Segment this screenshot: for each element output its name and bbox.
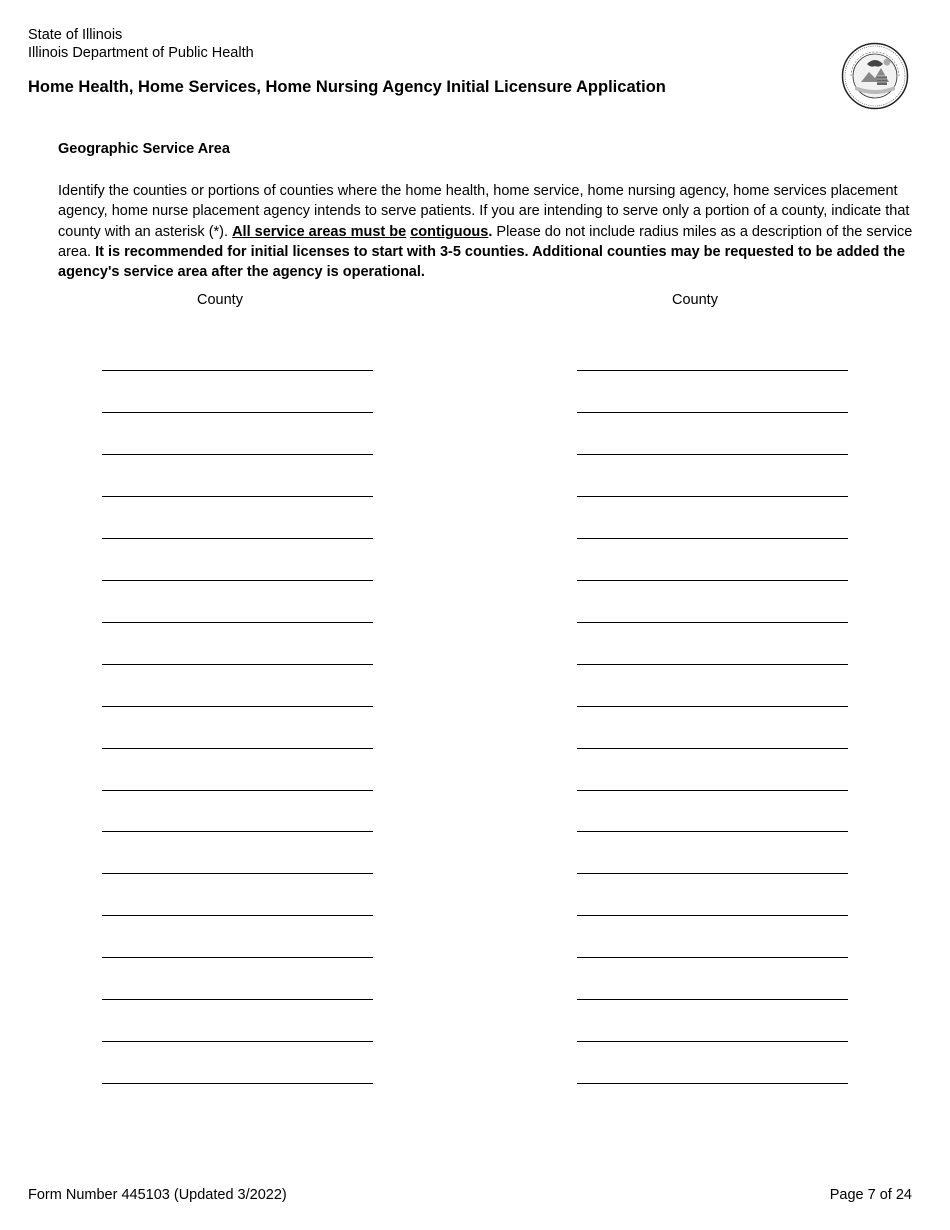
county-line-left-2[interactable]: [102, 412, 373, 413]
county-line-right-9[interactable]: [577, 706, 848, 707]
form-number: Form Number 445103 (Updated 3/2022): [28, 1187, 287, 1203]
county-line-left-10[interactable]: [102, 748, 373, 749]
county-column-header-right: County: [672, 292, 718, 308]
instructions-text-1: Identify the counties or portions of counties where the home health, home service, home nursing agency, home services placement agency, home nurse placement agency intends to serve patients. If you are intending to serve only a portion of a county, indicate that county with an asterisk (*).: [58, 183, 910, 240]
recommendation-text: It is recommended for initial licenses to start with 3-5 counties. Additional counties may be requested to be added the agency's service area after the agency is operational.: [58, 243, 906, 281]
instructions-paragraph: [58, 181, 928, 282]
page-number: Page 7 of 24: [829, 1187, 912, 1203]
contiguous-word: contiguous: [410, 223, 489, 240]
instructions-period: .: [488, 223, 493, 240]
county-line-right-15[interactable]: [577, 957, 848, 958]
county-line-right-13[interactable]: [577, 873, 848, 874]
county-line-right-18[interactable]: [577, 1083, 848, 1084]
county-line-right-2[interactable]: [577, 412, 848, 413]
county-line-right-3[interactable]: [577, 454, 848, 455]
county-line-right-5[interactable]: [577, 538, 848, 539]
county-line-right-10[interactable]: [577, 748, 848, 749]
county-line-left-16[interactable]: [102, 999, 373, 1000]
contiguous-requirement: All service areas must be: [232, 223, 407, 240]
county-line-right-16[interactable]: [577, 999, 848, 1000]
county-line-left-11[interactable]: [102, 790, 373, 791]
county-line-left-1[interactable]: [102, 370, 373, 371]
county-line-left-8[interactable]: [102, 664, 373, 665]
county-line-left-15[interactable]: [102, 957, 373, 958]
county-line-left-5[interactable]: [102, 538, 373, 539]
county-column-header-left: County: [197, 292, 243, 308]
county-line-right-8[interactable]: [577, 664, 848, 665]
county-line-right-7[interactable]: [577, 622, 848, 623]
county-line-left-13[interactable]: [102, 873, 373, 874]
county-line-left-17[interactable]: [102, 1041, 373, 1042]
section-heading: Geographic Service Area: [58, 141, 230, 157]
county-line-left-4[interactable]: [102, 496, 373, 497]
county-line-left-3[interactable]: [102, 454, 373, 455]
county-line-right-1[interactable]: [577, 370, 848, 371]
form-title: Home Health, Home Services, Home Nursing Agency Initial Licensure Application: [28, 78, 666, 96]
instructions-text-2: Please do not include radius miles as a description of the service area.: [58, 223, 913, 260]
county-line-left-6[interactable]: [102, 580, 373, 581]
state-name: State of Illinois: [28, 27, 123, 43]
county-line-left-14[interactable]: [102, 915, 373, 916]
county-line-left-9[interactable]: [102, 706, 373, 707]
county-line-right-12[interactable]: [577, 831, 848, 832]
county-line-right-17[interactable]: [577, 1041, 848, 1042]
county-line-left-12[interactable]: [102, 831, 373, 832]
county-line-right-14[interactable]: [577, 915, 848, 916]
county-line-left-18[interactable]: [102, 1083, 373, 1084]
county-line-right-6[interactable]: [577, 580, 848, 581]
department-name: Illinois Department of Public Health: [28, 45, 254, 61]
county-line-left-7[interactable]: [102, 622, 373, 623]
illinois-state-seal-icon: [841, 42, 909, 110]
county-line-right-11[interactable]: [577, 790, 848, 791]
county-line-right-4[interactable]: [577, 496, 848, 497]
